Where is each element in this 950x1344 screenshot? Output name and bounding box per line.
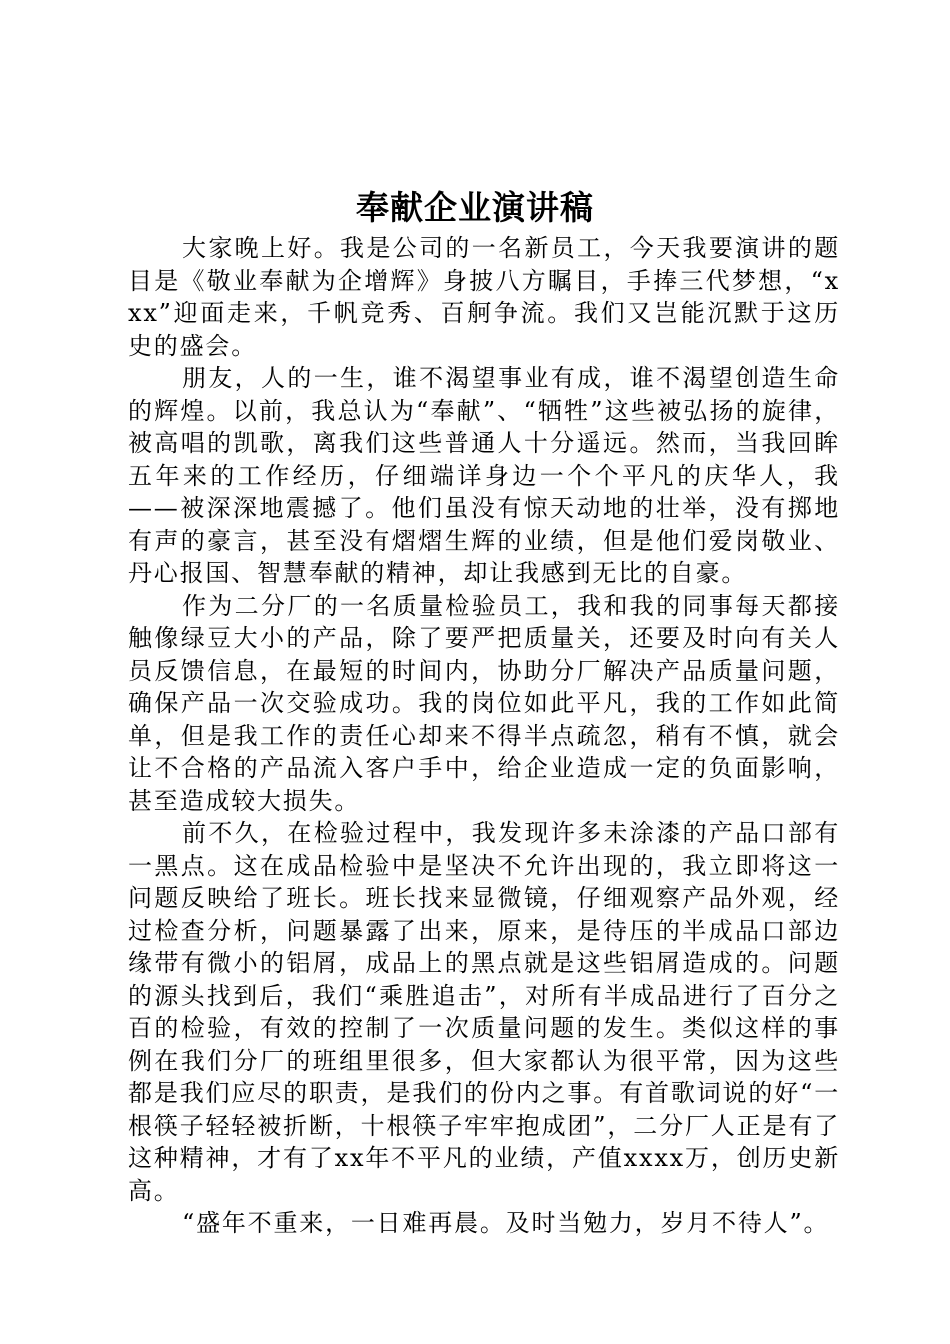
document-title: 奉献企业演讲稿 <box>356 188 594 227</box>
paragraph-4: 前不久，在检验过程中，我发现许多未涂漆的产品口部有一黑点。这在成品检验中是坚决不允许出现的，我立即将这一问题反映给了班长。班长找来显微镜，仔细观察产品外观，经过检查分析，问题暴露了出来，原来，是待压的半成品口部边缘带有微小的铝屑，成品上的黑点就是这些铝屑造成的。问题的源头找到后，我们“乘胜追击”，对所有半成品进行了百分之百的检验，有效的控制了一次质量问题的发生。类似这样的事例在我们分厂的班组里很多，但大家都认为很平常，因为这些都是我们应尽的职责，是我们的份内之事。有首歌词说的好“一根筷子轻轻被折断，十根筷子牢牢抱成团”，二分厂人正是有了这种精神，才有了xx年不平凡的业绩，产值xxxx万，创历史新高。 <box>128 819 840 1205</box>
paragraph-1: 大家晚上好。我是公司的一名新员工，今天我要演讲的题目是《敬业奉献为企增辉》身披八方瞩目，手捧三代梦想，“xxx”迎面走来，千帆竞秀、百舸争流。我们又岂能沉默于这历史的盛会。 <box>128 234 840 360</box>
paragraph-5: “盛年不重来，一日难再晨。及时当勉力，岁月不待人”。 <box>182 1209 830 1237</box>
paragraph-3: 作为二分厂的一名质量检验员工，我和我的同事每天都接触像绿豆大小的产品，除了要严把质量关，还要及时向有关人员反馈信息，在最短的时间内，协助分厂解决产品质量问题，确保产品一次交验成功。我的岗位如此平凡，我的工作如此简单，但是我工作的责任心却来不得半点疏忽，稍有不慎，就会让不合格的产品流入客户手中，给企业造成一定的负面影响，甚至造成较大损失。 <box>128 591 840 815</box>
paragraph-2: 朋友，人的一生，谁不渴望事业有成，谁不渴望创造生命的辉煌。以前，我总认为“奉献”、“牺牲”这些被弘扬的旋律，被高唱的凯歌，离我们这些普通人十分遥远。然而，当我回眸五年来的工作经历，仔细端详身边一个个平凡的庆华人，我——被深深地震撼了。他们虽没有惊天动地的壮举，没有掷地有声的豪言，甚至没有熠熠生辉的业绩，但是他们爱岗敬业、丹心报国、智慧奉献的精神，却让我感到无比的自豪。 <box>128 364 840 587</box>
document-body <box>128 232 840 1240</box>
